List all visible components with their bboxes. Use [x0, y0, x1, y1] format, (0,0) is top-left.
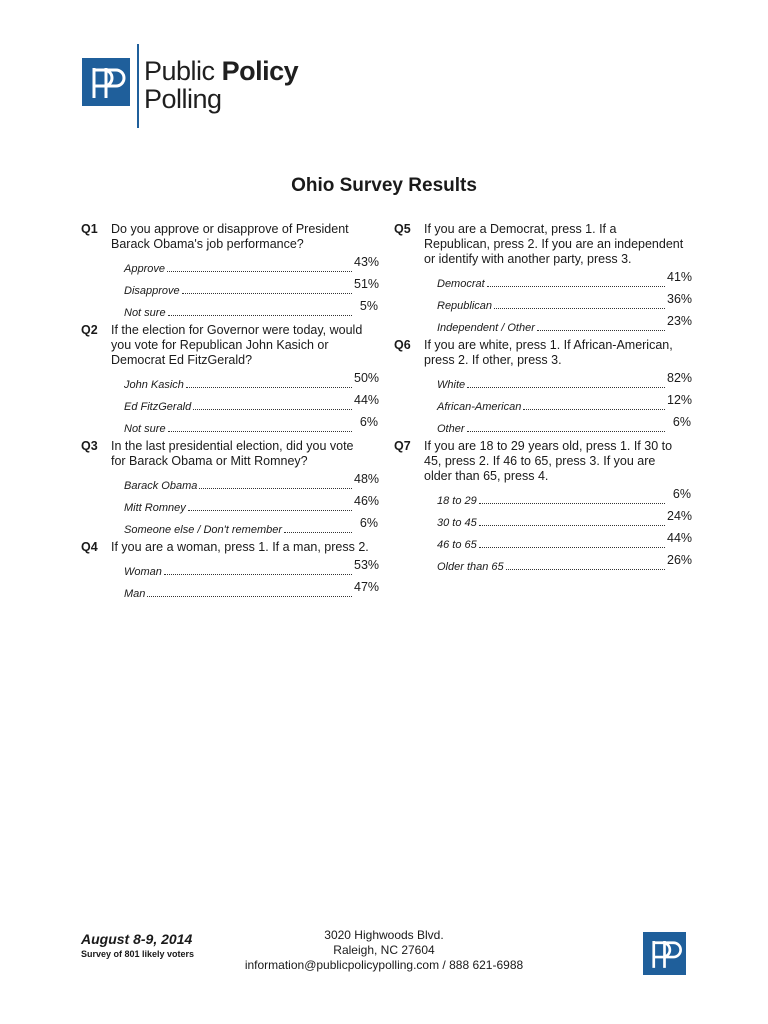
answer-percent: 41% — [667, 270, 693, 284]
question-q5 — [394, 222, 693, 336]
answer-row — [437, 415, 691, 437]
dot-leader — [193, 409, 352, 410]
page-title: Ohio Survey Results — [291, 175, 477, 196]
answer-row — [124, 299, 378, 321]
answer-row — [124, 494, 378, 516]
answer-percent: 6% — [359, 415, 378, 429]
question-q1 — [81, 222, 380, 321]
answer-percent: 50% — [354, 371, 380, 385]
questions-left-column — [81, 222, 380, 604]
answer-label: African-American — [437, 401, 522, 413]
dot-leader — [467, 387, 665, 388]
answer-row — [124, 580, 378, 602]
answer-label: Ed FitzGerald — [124, 401, 192, 413]
answer-label: White — [437, 379, 466, 391]
contact-address — [200, 928, 568, 973]
answer-percent: 6% — [672, 487, 691, 501]
question-q6 — [394, 338, 693, 437]
answer-row — [124, 516, 378, 538]
answer-label: Man — [124, 588, 146, 600]
answer-percent: 53% — [354, 558, 380, 572]
brand-name-polling: Polling — [144, 84, 222, 114]
question-text: If the election for Governor were today, would you vote for Republican John Kasich or Democrat Ed FitzGerald? — [111, 323, 363, 367]
answer-percent: 6% — [359, 516, 378, 530]
dot-leader — [494, 308, 665, 309]
answer-row — [124, 415, 378, 437]
dot-leader — [167, 271, 352, 272]
question-text: In the last presidential election, did you vote for Barack Obama or Mitt Romney? — [111, 439, 354, 468]
question-text: Do you approve or disapprove of President Barack Obama's job performance? — [111, 222, 349, 251]
answer-percent: 47% — [354, 580, 380, 594]
answer-row — [437, 487, 691, 509]
answer-row — [437, 531, 691, 553]
dot-leader — [523, 409, 665, 410]
address-line1: 3020 Highwoods Blvd. — [324, 928, 444, 942]
answer-label: Not sure — [124, 307, 166, 319]
answer-row — [124, 255, 378, 277]
answer-row — [124, 472, 378, 494]
answer-percent: 12% — [667, 393, 693, 407]
questions-right-column — [394, 222, 693, 577]
answer-label: Republican — [437, 300, 493, 312]
answer-label: Barack Obama — [124, 480, 198, 492]
answer-options — [124, 371, 378, 437]
question-number: Q6 — [394, 338, 411, 352]
answer-row — [437, 553, 691, 575]
answer-row — [437, 371, 691, 393]
answer-percent: 82% — [667, 371, 693, 385]
answer-label: 18 to 29 — [437, 495, 477, 507]
dot-leader — [467, 431, 665, 432]
dot-leader — [182, 293, 352, 294]
dot-leader — [186, 387, 352, 388]
answer-percent: 36% — [667, 292, 693, 306]
question-text: If you are 18 to 29 years old, press 1. If 30 to 45, press 2. If 46 to 65, press 3. If you are older than 65, press 4. — [424, 439, 673, 483]
dot-leader — [479, 525, 665, 526]
answer-percent: 44% — [667, 531, 693, 545]
question-number: Q1 — [81, 222, 98, 236]
address-line2: Raleigh, NC 27604 — [333, 943, 435, 957]
answer-row — [124, 277, 378, 299]
answer-label: Democrat — [437, 278, 485, 290]
answer-options — [437, 270, 691, 336]
answer-percent: 44% — [354, 393, 380, 407]
answer-label: Approve — [124, 263, 165, 275]
answer-percent: 43% — [354, 255, 380, 269]
question-q2 — [81, 323, 380, 437]
answer-label: Someone else / Don't remember — [124, 524, 283, 536]
survey-sample: Survey of 801 likely voters — [81, 949, 195, 959]
answer-label: John Kasich — [124, 379, 184, 391]
dot-leader — [479, 503, 665, 504]
answer-label: Woman — [124, 566, 162, 578]
answer-options — [437, 487, 691, 575]
answer-label: Not sure — [124, 423, 166, 435]
question-number: Q3 — [81, 439, 98, 453]
dot-leader — [164, 574, 352, 575]
answer-options — [124, 255, 378, 321]
answer-row — [124, 371, 378, 393]
answer-options — [124, 558, 378, 602]
ppp-logo-mark-icon — [82, 58, 130, 106]
answer-percent: 46% — [354, 494, 380, 508]
answer-label: Older than 65 — [437, 561, 504, 573]
brand-name-policy: Policy — [221, 56, 299, 86]
answer-percent: 51% — [354, 277, 380, 291]
dot-leader — [506, 569, 665, 570]
answer-row — [437, 292, 691, 314]
question-q3 — [81, 439, 380, 538]
dot-leader — [199, 488, 352, 489]
answer-row — [437, 314, 691, 336]
answer-row — [437, 270, 691, 292]
question-q4 — [81, 540, 380, 602]
answer-label: 46 to 65 — [437, 539, 477, 551]
answer-percent: 26% — [667, 553, 693, 567]
answer-options — [124, 472, 378, 538]
dot-leader — [284, 532, 352, 533]
question-number: Q4 — [81, 540, 98, 554]
answer-row — [437, 393, 691, 415]
question-text: If you are a Democrat, press 1. If a Republican, press 2. If you are an independent or identify with another party, press 3. — [424, 222, 684, 266]
question-number: Q7 — [394, 439, 411, 453]
question-text: If you are white, press 1. If African-American, press 2. If other, press 3. — [424, 338, 673, 367]
dot-leader — [479, 547, 665, 548]
answer-row — [437, 509, 691, 531]
answer-percent: 23% — [667, 314, 693, 328]
contact-info: information@publicpolicypolling.com / 888 621-6988 — [244, 958, 524, 972]
question-text: If you are a woman, press 1. If a man, press 2. — [111, 540, 369, 554]
dot-leader — [147, 596, 352, 597]
answer-percent: 5% — [359, 299, 378, 313]
dot-leader — [487, 286, 665, 287]
footer-logo-icon — [643, 932, 686, 975]
question-number: Q5 — [394, 222, 411, 236]
dot-leader — [537, 330, 665, 331]
answer-label: Other — [437, 423, 465, 435]
dot-leader — [168, 315, 352, 316]
dot-leader — [188, 510, 352, 511]
question-q7 — [394, 439, 693, 575]
answer-label: Independent / Other — [437, 322, 535, 334]
answer-row — [124, 558, 378, 580]
answer-label: Mitt Romney — [124, 502, 186, 514]
answer-label: Disapprove — [124, 285, 180, 297]
survey-date: August 8-9, 2014 — [81, 931, 193, 947]
answer-percent: 6% — [672, 415, 691, 429]
answer-row — [124, 393, 378, 415]
answer-percent: 24% — [667, 509, 693, 523]
answer-label: 30 to 45 — [437, 517, 477, 529]
question-number: Q2 — [81, 323, 98, 337]
ppp-logo — [82, 44, 298, 128]
logo-divider — [137, 44, 139, 128]
brand-name-public: Public — [144, 56, 215, 86]
answer-options — [437, 371, 691, 437]
brand-name — [144, 57, 298, 113]
dot-leader — [168, 431, 352, 432]
answer-percent: 48% — [354, 472, 380, 486]
